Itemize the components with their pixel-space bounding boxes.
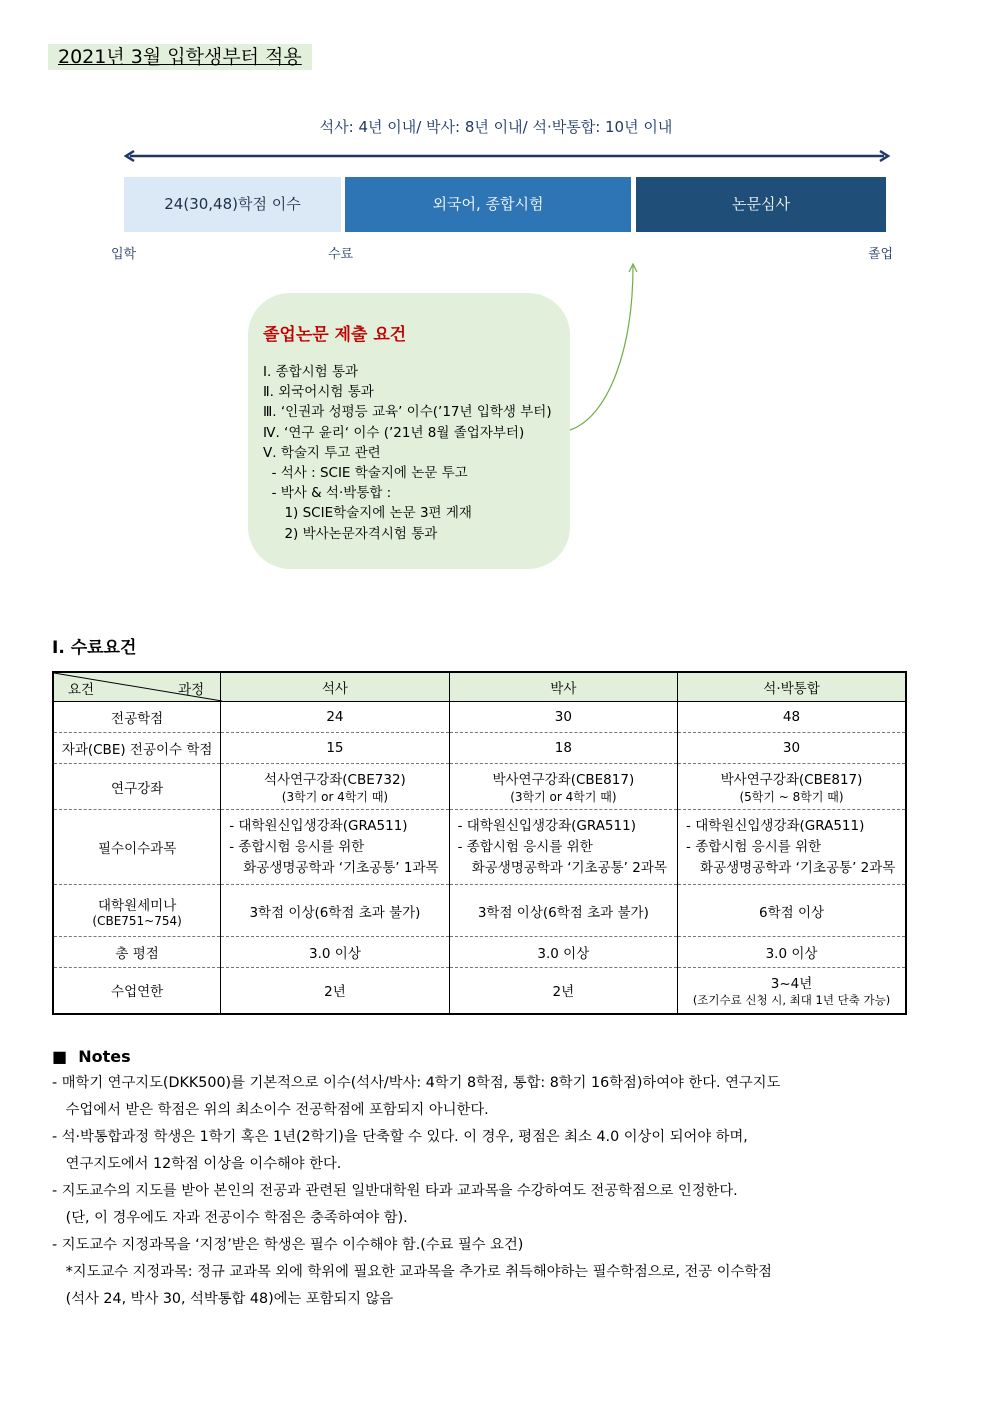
note-line: - 지도교수의 지도를 받아 본인의 전공과 관련된 일반대학원 타과 교과목을 수강하여도 전공학점으로 인정한다.	[52, 1183, 738, 1199]
req-item: Ⅰ. 종합시험 통과	[263, 364, 359, 380]
tick-graduation: 졸업	[868, 247, 894, 262]
note-line: 수업에서 받은 학점은 위의 최소이수 전공학점에 포함되지 아니한다.	[52, 1102, 489, 1118]
req-item: Ⅱ. 외국어시험 통과	[263, 384, 374, 401]
duration-limit: 석사: 4년 이내/ 박사: 8년 이내/ 석·박통합: 10년 이내	[319, 118, 673, 136]
note-line: (단, 이 경우에도 자과 전공이수 학점은 충족하여야 함).	[52, 1210, 408, 1226]
table-row: 연구강좌 석사연구강좌(CBE732) (3학기 or 4학기 때) 박사연구강좌(CBE817) (3학기 or 4학기 때) 박사연구강좌(CBE817) (5학기 ~ 8학기 때)	[53, 764, 906, 810]
notes-section	[52, 1043, 912, 1313]
note-line: - 석·박통합과정 학생은 1학기 혹은 1년(2학기)을 단축할 수 있다. 이 경우, 평점은 최소 4.0 이상이 되어야 하며,	[52, 1129, 748, 1145]
column-header: 박사	[449, 672, 677, 702]
req-item: Ⅳ. ‘연구 윤리‘ 이수 (’21년 8월 졸업자부터)	[263, 424, 525, 441]
thesis-requirements-list	[263, 362, 552, 544]
table-row: 전공학점 24 30 48	[53, 702, 906, 733]
note-line: (석사 24, 박사 30, 석박통합 48)에는 포함되지 않음	[52, 1291, 394, 1307]
tick-completion: 수료	[328, 247, 354, 262]
req-item: Ⅲ. ‘인권과 성평등 교육’ 이수(’17년 입학생 부터)	[263, 404, 552, 421]
table-row: 총 평점 3.0 이상 3.0 이상 3.0 이상	[53, 937, 906, 968]
double-arrow-icon	[124, 146, 890, 166]
column-header: 석사	[221, 672, 449, 702]
column-header: 석·박통합	[678, 672, 906, 702]
stage-credits: 24(30,48)학점 이수	[124, 177, 341, 232]
note-line: - 매학기 연구지도(DKK500)를 기본적으로 이수(석사/박사: 4학기 8학점, 통합: 8학기 16학점)하여야 한다. 연구지도	[52, 1075, 781, 1091]
table-row: 수업연한 2년 2년 3~4년 (조기수료 신청 시, 최대 1년 단축 가능)	[53, 968, 906, 1014]
thesis-requirements-title: 졸업논문 제출 요건	[263, 325, 407, 345]
tick-admission: 입학	[111, 247, 137, 262]
req-item: 1) SCIE학술지에 논문 3편 게재	[263, 505, 472, 522]
table-row: 자과(CBE) 전공이수 학점 15 18 30	[53, 733, 906, 764]
stage-exams: 외국어, 종합시험	[345, 177, 631, 232]
stage-thesis-review: 논문심사	[636, 177, 886, 232]
req-item: 2) 박사논문자격시험 통과	[263, 525, 438, 542]
note-line: *지도교수 지정과목: 정규 교과목 외에 학위에 필요한 교과목을 추가로 취득해야하는 필수학점으로, 전공 이수학점	[52, 1264, 772, 1280]
table-header-row	[53, 672, 906, 702]
curved-arrow-icon	[565, 256, 645, 436]
completion-requirements-table	[52, 671, 907, 1015]
page-title: 2021년 3월 입학생부터 적용	[48, 44, 312, 70]
table-row: 필수이수과목 - 대학원신입생강좌(GRA511) - 종합시험 응시를 위한 화공생명공학과 ‘기초공통’ 1과목 - 대학원신입생강좌(GRA511) - 종합시험 응시를 위한 화공생명공학과 ‘기초공통’ 2과목 - 대학원신입생강좌(GRA511) - 종합시험 응시를 위한 화공생명공학과 ‘기초공통’ 2과목	[53, 810, 906, 885]
note-line: - 지도교수 지정과목을 ‘지정’받은 학생은 필수 이수해야 함.(수료 필수 요건)	[52, 1237, 524, 1253]
req-item: Ⅴ. 학술지 투고 관련	[263, 444, 381, 461]
section-title: Ⅰ. 수료요건	[52, 638, 137, 658]
req-item: - 박사 & 석·박통합 :	[263, 485, 392, 502]
note-line: 연구지도에서 12학점 이상을 이수해야 한다.	[52, 1156, 342, 1172]
table-row: 대학원세미나 (CBE751~754) 3학점 이상(6학점 초과 불가) 3학점 이상(6학점 초과 불가) 6학점 이상	[53, 885, 906, 937]
req-item: - 석사 : SCIE 학술지에 논문 투고	[263, 465, 468, 482]
notes-title: ■ Notes	[52, 1047, 131, 1066]
corner-cell: 요건 과정	[53, 672, 221, 702]
